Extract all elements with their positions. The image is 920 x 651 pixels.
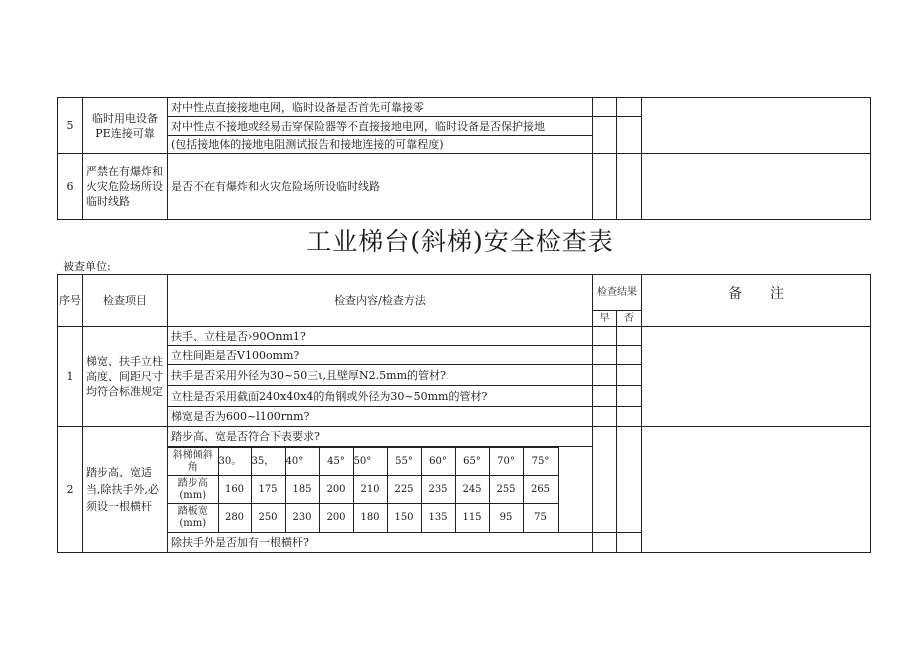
inspected-unit-label: 被查单位:	[63, 260, 111, 273]
result-yes-cell[interactable]	[593, 154, 617, 220]
result-yes-cell[interactable]	[593, 365, 617, 386]
width-value: 115	[455, 504, 489, 532]
check-content: 立柱间距是否V100omm?	[168, 346, 593, 365]
check-content: 对中性点直接接地电网，临时设备是否首先可靠接零	[168, 98, 593, 117]
result-no-cell[interactable]	[617, 365, 642, 386]
result-no-cell[interactable]	[617, 327, 642, 346]
check-content: 是否不在有爆炸和火灾危险场所设临时线路	[168, 154, 593, 220]
result-yes-cell[interactable]	[593, 98, 617, 117]
width-row-label: 踏板宽(mm)	[168, 504, 218, 532]
remarks-cell[interactable]	[642, 98, 871, 154]
angle-value: 40°	[285, 448, 319, 476]
height-value: 235	[421, 476, 455, 504]
result-yes-cell[interactable]	[593, 407, 617, 427]
step-dimension-cell	[168, 447, 593, 533]
header-result: 检查结果	[593, 275, 642, 311]
result-no-cell[interactable]	[617, 386, 642, 407]
height-value: 255	[489, 476, 523, 504]
width-value: 230	[285, 504, 319, 532]
check-content: 踏步高、宽是否符合下表要求?	[168, 427, 593, 447]
header-remarks: 备 注	[642, 275, 871, 327]
angle-value: 55°	[387, 448, 421, 476]
angle-value: 45°	[319, 448, 353, 476]
check-item: 临时用电设备PE连接可靠	[83, 98, 168, 154]
height-value: 245	[455, 476, 489, 504]
remarks-cell[interactable]	[642, 154, 871, 220]
height-row-label: 踏步高(mm)	[168, 476, 218, 504]
result-yes-cell[interactable]	[593, 327, 617, 346]
height-value: 265	[523, 476, 558, 504]
check-content: 立柱是否采用截面240x40x4的角钢或外径为30~50mm的管材?	[168, 386, 593, 407]
check-content: 扶手、立柱是否›90Onm1?	[168, 327, 593, 346]
result-yes-cell[interactable]	[593, 427, 617, 533]
check-content: 梯宽是否为600~l100rnm?	[168, 407, 593, 427]
result-yes-cell[interactable]	[593, 533, 617, 553]
height-value: 160	[218, 476, 251, 504]
height-value: 200	[319, 476, 353, 504]
result-no-cell[interactable]	[617, 427, 642, 533]
check-content: 对中性点不接地或经易击穿保险器等不直接接地电网，临时设备是否保护接地	[168, 117, 593, 136]
page-title: 工业梯台(斜梯)安全检查表	[306, 227, 614, 256]
result-no-cell[interactable]	[617, 407, 642, 427]
width-value: 75	[523, 504, 558, 532]
header-result-no: 否	[617, 311, 642, 327]
result-no-cell[interactable]	[617, 154, 642, 220]
angle-value: 50°	[353, 448, 387, 476]
result-yes-cell[interactable]	[593, 386, 617, 407]
row-number: 2	[58, 427, 83, 553]
width-value: 200	[319, 504, 353, 532]
header-content: 检查内容/检查方法	[168, 275, 593, 327]
angle-value: 65°	[455, 448, 489, 476]
angle-value: 75°	[523, 448, 558, 476]
width-value: 280	[218, 504, 251, 532]
remarks-cell[interactable]	[642, 427, 871, 553]
result-yes-cell[interactable]	[593, 117, 617, 154]
check-item: 踏步高、宽适当,除扶手外,必须设一根横杆	[83, 427, 168, 553]
result-no-cell[interactable]	[617, 98, 642, 117]
width-value: 95	[489, 504, 523, 532]
height-value: 185	[285, 476, 319, 504]
header-item: 检查项目	[83, 275, 168, 327]
result-yes-cell[interactable]	[593, 346, 617, 365]
header-result-yes: 早	[593, 311, 617, 327]
width-value: 180	[353, 504, 387, 532]
width-value: 150	[387, 504, 421, 532]
result-no-cell[interactable]	[617, 117, 642, 154]
remarks-cell[interactable]	[642, 327, 871, 427]
check-content: 除扶手外是否加有一根横杆?	[168, 533, 593, 553]
row-number: 1	[58, 327, 83, 427]
angle-value: 60°	[421, 448, 455, 476]
height-value: 210	[353, 476, 387, 504]
check-item: 严禁在有爆炸和火灾危险场所设临时线路	[83, 154, 168, 220]
ladder-checklist-table	[57, 274, 871, 553]
header-no: 序号	[58, 275, 83, 327]
width-value: 250	[251, 504, 285, 532]
angle-row-label: 斜梯倾斜角	[168, 448, 218, 476]
angle-value: 70°	[489, 448, 523, 476]
check-content: 扶手是否采用外径为30~50三ι,且壁厚N2.5mm的管材?	[168, 365, 593, 386]
row-number: 5	[58, 98, 83, 154]
angle-value: 35，	[251, 448, 285, 476]
step-dimension-table	[168, 447, 559, 532]
width-value: 135	[421, 504, 455, 532]
result-no-cell[interactable]	[617, 533, 642, 553]
top-checklist-table	[57, 97, 871, 220]
row-number: 6	[58, 154, 83, 220]
check-content: (包括接地体的接地电阻测试报告和接地连接的可靠程度)	[168, 136, 593, 154]
check-item: 梯宽、扶手立柱高度、间距尺寸均符合标准规定	[83, 327, 168, 427]
result-no-cell[interactable]	[617, 346, 642, 365]
angle-value: 30。	[218, 448, 251, 476]
height-value: 225	[387, 476, 421, 504]
height-value: 175	[251, 476, 285, 504]
